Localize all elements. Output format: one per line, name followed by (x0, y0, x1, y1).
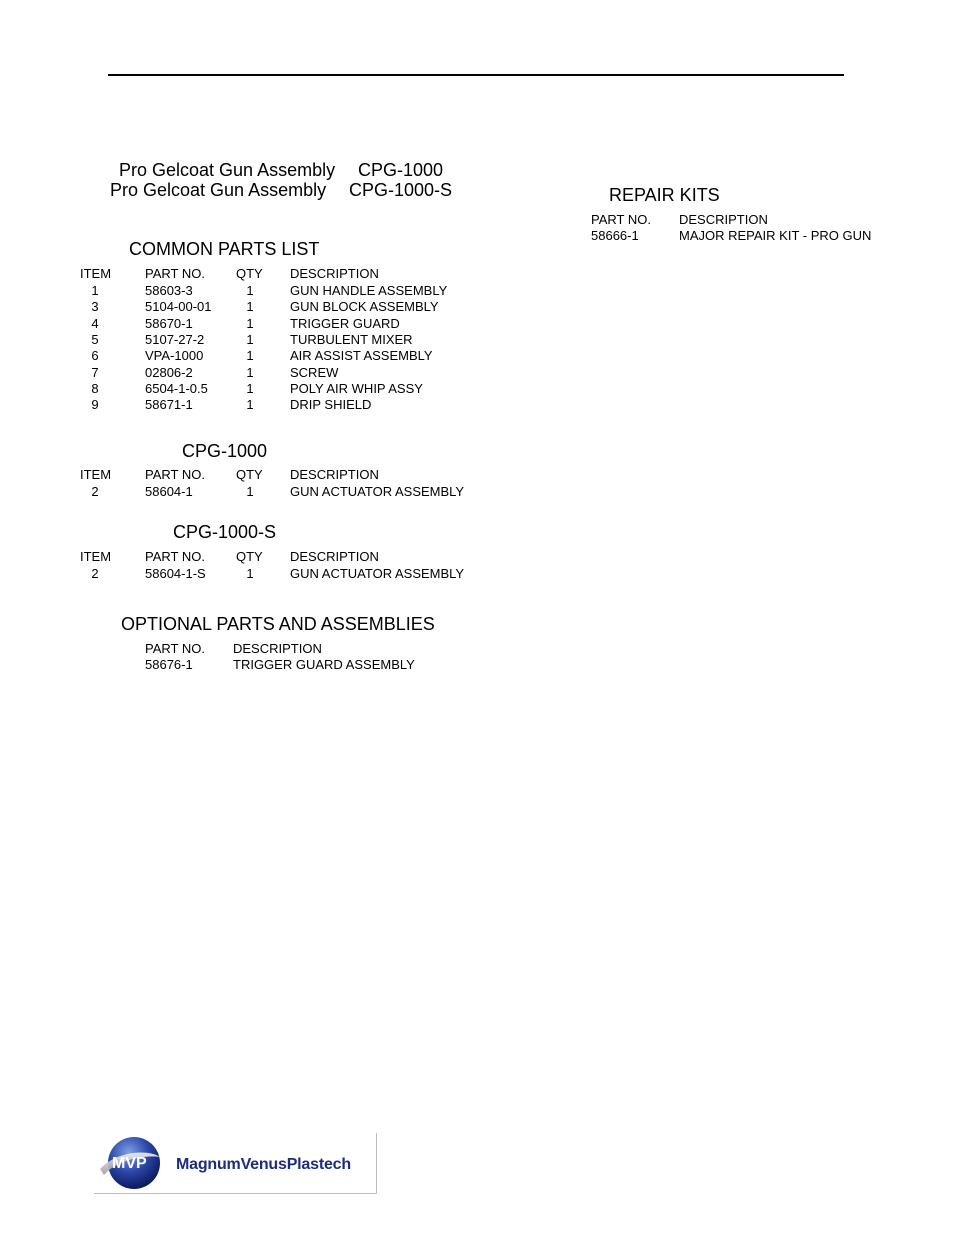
table-cell-part: 58603-3 (145, 283, 193, 298)
table-cell-item: 2 (91, 484, 99, 499)
col-item-header: ITEM (80, 266, 112, 281)
table-cell-item: 8 (91, 381, 99, 396)
optional-parts-heading: OPTIONAL PARTS AND ASSEMBLIES (121, 614, 435, 634)
table-cell-qty: 1 (246, 397, 254, 412)
table-cell-description: GUN ACTUATOR ASSEMBLY (290, 566, 465, 581)
table-cell-description: POLY AIR WHIP ASSY (290, 381, 423, 396)
table-cell-description: DRIP SHIELD (290, 397, 372, 412)
table-cell-description: SCREW (290, 365, 339, 380)
col-description-header: DESCRIPTION (679, 212, 768, 227)
table-cell-description: GUN HANDLE ASSEMBLY (290, 283, 448, 298)
table-cell-item: 5 (91, 332, 99, 347)
title-line1-code: CPG-1000 (358, 160, 444, 180)
cpg1000s-heading: CPG-1000-S (173, 522, 277, 542)
col-item-header: ITEM (80, 549, 112, 564)
table-cell-qty: 1 (246, 566, 254, 581)
logo-mark-text: MVP (112, 1155, 147, 1172)
table-cell-item: 3 (91, 299, 99, 314)
table-cell-item: 9 (91, 397, 99, 412)
col-qty-header: QTY (236, 549, 263, 564)
table-cell-part: 58604-1-S (145, 566, 206, 581)
table-cell-part: 58666-1 (591, 228, 639, 243)
table-cell-qty: 1 (246, 348, 254, 363)
col-partno-header: PART NO. (145, 467, 205, 482)
logo-sphere-icon (98, 1135, 162, 1191)
table-cell-description: TRIGGER GUARD ASSEMBLY (233, 657, 415, 672)
table-cell-description: TURBULENT MIXER (290, 332, 413, 347)
col-description-header: DESCRIPTION (290, 549, 379, 564)
table-cell-qty: 1 (246, 484, 254, 499)
table-cell-item: 2 (91, 566, 99, 581)
table-cell-part: 58604-1 (145, 484, 193, 499)
title-line2-name: Pro Gelcoat Gun Assembly (110, 180, 327, 200)
header-rule (108, 74, 844, 76)
table-cell-qty: 1 (246, 332, 254, 347)
col-partno-header: PART NO. (145, 549, 205, 564)
table-cell-description: MAJOR REPAIR KIT - PRO GUN (679, 228, 872, 243)
table-cell-item: 4 (91, 316, 99, 331)
table-cell-qty: 1 (246, 316, 254, 331)
table-cell-qty: 1 (246, 283, 254, 298)
cpg1000-heading: CPG-1000 (182, 441, 268, 461)
table-cell-item: 1 (91, 283, 99, 298)
col-partno-header: PART NO. (591, 212, 651, 227)
table-cell-description: TRIGGER GUARD (290, 316, 400, 331)
logo-wordmark: MagnumVenusPlastech (176, 1156, 351, 1173)
table-cell-part: 5107-27-2 (145, 332, 205, 347)
table-cell-item: 7 (91, 365, 99, 380)
col-partno-header: PART NO. (145, 641, 205, 656)
table-cell-description: GUN ACTUATOR ASSEMBLY (290, 484, 465, 499)
table-cell-part: 58676-1 (145, 657, 193, 672)
table-cell-item: 6 (91, 348, 99, 363)
col-qty-header: QTY (236, 266, 263, 281)
table-cell-qty: 1 (246, 381, 254, 396)
table-cell-description: AIR ASSIST ASSEMBLY (290, 348, 433, 363)
company-logo (94, 1133, 377, 1194)
title-line1-name: Pro Gelcoat Gun Assembly (119, 160, 336, 180)
table-cell-part: 58670-1 (145, 316, 193, 331)
common-parts-heading: COMMON PARTS LIST (129, 239, 320, 259)
col-qty-header: QTY (236, 467, 263, 482)
col-partno-header: PART NO. (145, 266, 205, 281)
table-cell-qty: 1 (246, 299, 254, 314)
table-cell-part: 5104-00-01 (145, 299, 212, 314)
table-cell-qty: 1 (246, 365, 254, 380)
title-line2-code: CPG-1000-S (349, 180, 453, 200)
table-cell-part: 02806-2 (145, 365, 193, 380)
repair-kits-heading: REPAIR KITS (609, 185, 720, 205)
col-description-header: DESCRIPTION (290, 266, 379, 281)
col-item-header: ITEM (80, 467, 112, 482)
table-cell-part: 58671-1 (145, 397, 193, 412)
col-description-header: DESCRIPTION (290, 467, 379, 482)
table-cell-part: 6504-1-0.5 (145, 381, 208, 396)
col-description-header: DESCRIPTION (233, 641, 322, 656)
table-cell-part: VPA-1000 (145, 348, 204, 363)
table-cell-description: GUN BLOCK ASSEMBLY (290, 299, 439, 314)
